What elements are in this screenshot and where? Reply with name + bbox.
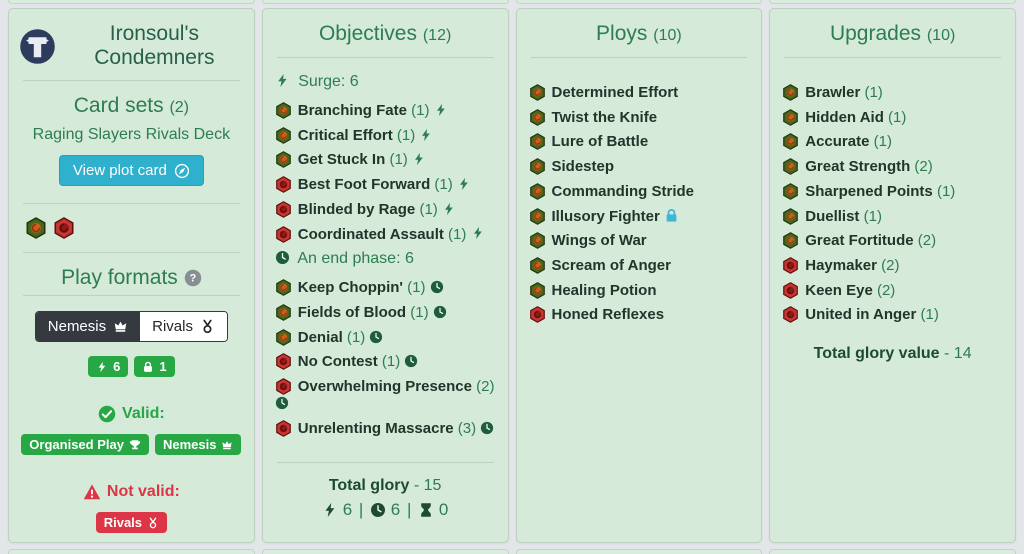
card-row[interactable] — [782, 257, 1003, 275]
card-row[interactable] — [529, 208, 750, 226]
card-name: Coordinated Assault — [297, 225, 444, 243]
card-row[interactable] — [782, 133, 1003, 151]
card-count: (1) — [415, 200, 438, 218]
total-glory — [263, 477, 508, 495]
card-name: Lure of Battle — [551, 133, 649, 151]
next-panel-row-edge — [8, 549, 1016, 554]
surge-count: 6 — [113, 359, 121, 374]
bolt-icon — [322, 502, 338, 518]
card-name: Hidden Aid — [805, 108, 884, 126]
organised-play-badge — [21, 434, 149, 455]
svg-text:?: ? — [189, 272, 196, 285]
rivals-badge-label: Rivals — [103, 515, 143, 530]
invalid-format-badges — [9, 512, 254, 533]
format-toggle — [35, 311, 228, 342]
card-name: Wings of War — [551, 232, 647, 250]
objectives-footer — [263, 462, 508, 542]
clock-icon — [430, 280, 444, 294]
hexred-icon — [782, 282, 799, 299]
card-row[interactable] — [529, 109, 750, 127]
objectives-panel — [262, 8, 509, 543]
card-row[interactable] — [782, 232, 1003, 250]
card-row[interactable] — [782, 158, 1003, 176]
card-name: No Contest — [297, 353, 378, 371]
hexgreen-icon — [782, 84, 799, 101]
card-row[interactable] — [275, 176, 496, 194]
hexgreen-icon — [529, 282, 546, 299]
card-count: (1) — [869, 133, 892, 151]
restricted-count: 1 — [159, 359, 167, 374]
objectives-count: (12) — [422, 27, 452, 44]
card-row[interactable] — [275, 127, 496, 145]
panel-edge — [769, 0, 1016, 4]
hexgreen-icon — [275, 151, 292, 168]
card-count: (1) — [932, 182, 956, 200]
card-count: (1) — [385, 151, 408, 169]
total-glory-value-number: - 14 — [944, 345, 972, 363]
card-count: (2) — [872, 281, 896, 299]
card-row[interactable] — [275, 102, 496, 120]
valid-label: Valid: — [122, 405, 165, 422]
compass-icon — [174, 163, 190, 179]
hexgreen-icon — [782, 183, 799, 200]
card-count: (1) — [406, 101, 430, 119]
card-row[interactable] — [529, 158, 750, 176]
card-name: Twist the Knife — [551, 108, 658, 126]
card-name: Brawler — [805, 83, 861, 101]
rivals-toggle-button[interactable] — [140, 312, 227, 341]
hexgreen-icon — [529, 183, 546, 200]
hexgreen-icon — [275, 279, 292, 296]
card-name: Overwhelming Presence — [297, 378, 472, 396]
card-count: (1) — [342, 328, 366, 346]
card-name: Illusory Fighter — [551, 207, 660, 225]
rivals-badge — [96, 512, 167, 533]
play-formats-label: Play formats — [61, 266, 178, 289]
card-name: Healing Potion — [551, 281, 657, 299]
hexgreen-icon — [782, 208, 799, 225]
hexred-icon — [782, 306, 799, 323]
hexred-icon — [529, 306, 546, 323]
hexred-icon — [275, 201, 292, 218]
hexgreen-icon — [275, 304, 292, 321]
hexgreen-icon — [529, 208, 546, 225]
hexred-icon — [275, 353, 292, 370]
card-count: (3) — [453, 419, 477, 437]
bolt-icon — [275, 73, 290, 88]
total-glory-value: - 15 — [413, 477, 442, 494]
deck-overview — [8, 8, 1016, 543]
card-count: (1) — [430, 176, 453, 194]
clock-icon — [275, 396, 289, 410]
card-row[interactable] — [275, 304, 496, 322]
card-name: Duellist — [805, 207, 860, 225]
card-name: Keep Choppin' — [297, 279, 403, 297]
card-count: (1) — [859, 207, 882, 225]
help-question-icon[interactable] — [184, 269, 202, 287]
card-row[interactable] — [782, 84, 1003, 102]
card-name: Best Foot Forward — [297, 176, 431, 194]
hexgreen-icon — [529, 109, 546, 126]
hexred-icon — [275, 176, 292, 193]
card-row[interactable] — [782, 282, 1003, 300]
card-name: Fields of Blood — [297, 303, 407, 321]
phase-label — [275, 250, 496, 268]
warning-triangle-icon — [83, 483, 101, 501]
card-count: (1) — [860, 83, 883, 101]
hexgreen-icon — [529, 232, 546, 249]
card-count: (2) — [876, 256, 900, 274]
card-name: Honed Reflexes — [551, 306, 665, 324]
bolt-icon — [419, 128, 433, 142]
upgrades-heading — [770, 9, 1015, 57]
card-row[interactable] — [275, 353, 496, 371]
bolt-icon — [457, 177, 471, 191]
card-row[interactable] — [275, 226, 496, 244]
card-row[interactable] — [529, 306, 750, 324]
card-count: (1) — [406, 303, 429, 321]
card-row[interactable] — [529, 282, 750, 300]
card-name: Keen Eye — [805, 281, 873, 299]
card-count: (1) — [443, 225, 467, 243]
card-count: (1) — [392, 126, 416, 144]
view-plot-card-button[interactable] — [59, 155, 204, 186]
valid-format-badges — [9, 434, 254, 455]
view-plot-card-label: View plot card — [72, 162, 167, 179]
card-row[interactable] — [529, 257, 750, 275]
card-row[interactable] — [275, 279, 496, 297]
clock-icon — [369, 330, 383, 344]
ploys-panel — [516, 8, 763, 543]
bolt-icon — [471, 226, 485, 240]
bolt-icon — [412, 152, 426, 166]
card-row[interactable] — [529, 84, 750, 102]
card-name: Commanding Stride — [551, 182, 695, 200]
card-name: Sidestep — [551, 158, 615, 176]
trophy-icon — [129, 439, 141, 451]
card-count: (1) — [916, 306, 939, 324]
total-glory-label: Total glory — [328, 477, 410, 494]
panel-edge — [262, 549, 509, 554]
card-row[interactable] — [782, 208, 1003, 226]
check-circle-icon — [98, 405, 116, 423]
panel-edge — [769, 549, 1016, 554]
card-name: Denial — [297, 328, 343, 346]
hexgreen-icon — [275, 102, 292, 119]
objectives-list — [263, 58, 508, 444]
card-row[interactable] — [529, 232, 750, 250]
bolt-icon — [96, 361, 108, 373]
nemesis-label: Nemesis — [47, 318, 107, 335]
card-row[interactable] — [275, 201, 496, 219]
valid-status — [9, 405, 254, 423]
upgrades-list — [770, 74, 1015, 331]
play-formats-heading — [9, 266, 254, 290]
not-valid-status — [9, 483, 254, 501]
card-row[interactable] — [782, 306, 1003, 324]
hourglass-icon — [418, 502, 434, 518]
hexgreen-icon — [529, 84, 546, 101]
hexred-icon — [275, 226, 292, 243]
card-count: (2) — [913, 232, 937, 250]
card-set-name: Raging Slayers Rivals Deck — [32, 126, 231, 143]
total-glory-value-line — [770, 345, 1015, 363]
glory-stats — [263, 500, 508, 520]
hexgreen-icon — [782, 158, 799, 175]
lock-icon — [664, 208, 679, 223]
card-name: United in Anger — [805, 306, 917, 324]
card-row[interactable] — [782, 183, 1003, 201]
hexgreen-icon — [529, 133, 546, 150]
hexgreen-icon — [275, 127, 292, 144]
card-name: Haymaker — [805, 256, 877, 274]
ploys-title: Ploys — [596, 22, 648, 45]
card-count: (1) — [883, 108, 907, 126]
card-sets-heading — [9, 94, 254, 118]
format-counters — [9, 356, 254, 377]
clock-icon — [433, 305, 447, 319]
upgrades-panel — [769, 8, 1016, 543]
stat-separator: | — [354, 500, 369, 519]
phase-label — [275, 73, 496, 91]
phase-label-text: An end phase: 6 — [293, 250, 414, 268]
hexgreen-icon — [782, 232, 799, 249]
stat-value: 0 — [434, 500, 449, 519]
upgrades-title: Upgrades — [829, 22, 921, 45]
bolt-icon — [434, 103, 448, 117]
nemesis-toggle-button[interactable] — [36, 312, 140, 341]
card-row[interactable] — [529, 133, 750, 151]
panel-edge — [262, 0, 509, 4]
deck-header — [9, 9, 254, 80]
panel-edge — [516, 0, 763, 4]
stat-value: 6 — [386, 500, 401, 519]
card-count: (1) — [377, 353, 401, 371]
green-set-hex-icon — [25, 217, 47, 239]
card-name: Accurate — [805, 133, 870, 151]
red-set-hex-icon — [53, 217, 75, 239]
upgrades-count: (10) — [926, 27, 956, 44]
hexgreen-icon — [782, 109, 799, 126]
lock-icon — [142, 361, 154, 373]
card-set-icons — [9, 204, 254, 252]
card-name: Great Strength — [805, 158, 911, 176]
card-name: Blinded by Rage — [297, 200, 416, 218]
medal-icon — [147, 517, 159, 529]
card-row[interactable] — [275, 329, 496, 347]
card-sets-count: (2) — [169, 99, 190, 116]
previous-panel-row-edge — [8, 0, 1016, 4]
card-name: Sharpened Points — [805, 182, 933, 200]
clock-icon — [275, 250, 290, 265]
ploys-list — [517, 74, 762, 331]
hexgreen-icon — [782, 133, 799, 150]
clock-icon — [370, 502, 386, 518]
medal-icon — [200, 319, 215, 334]
hexgreen-icon — [529, 257, 546, 274]
hexred-icon — [275, 378, 292, 395]
stat-separator: | — [402, 500, 417, 519]
hexgreen-icon — [529, 158, 546, 175]
clock-icon — [404, 354, 418, 368]
card-name: Branching Fate — [297, 101, 407, 119]
card-name: Great Fortitude — [805, 232, 914, 250]
card-row[interactable] — [782, 109, 1003, 127]
card-name: Unrelenting Massacre — [297, 419, 454, 437]
restricted-count-badge — [134, 356, 174, 377]
nemesis-badge-label: Nemesis — [162, 437, 217, 452]
surge-count-badge — [88, 356, 128, 377]
ploys-heading — [517, 9, 762, 57]
crown-icon — [221, 439, 233, 451]
card-name: Determined Effort — [551, 83, 679, 101]
card-row[interactable] — [275, 151, 496, 169]
phase-label-text: Surge: 6 — [293, 73, 359, 90]
bolt-icon — [442, 202, 456, 216]
not-valid-label: Not valid: — [106, 483, 180, 500]
card-name: Critical Effort — [297, 126, 393, 144]
card-row[interactable] — [529, 183, 750, 201]
card-count: (2) — [472, 378, 495, 396]
objectives-heading — [263, 9, 508, 57]
card-name: Scream of Anger — [551, 256, 671, 274]
card-sets-label: Card sets — [73, 94, 164, 117]
panel-edge — [8, 0, 255, 4]
hexgreen-icon — [275, 329, 292, 346]
deck-summary-panel — [8, 8, 255, 543]
nemesis-badge — [155, 434, 241, 455]
card-count: (1) — [402, 279, 426, 297]
objectives-title: Objectives — [318, 22, 417, 45]
hexred-icon — [782, 257, 799, 274]
clock-icon — [480, 421, 494, 435]
panel-edge — [8, 549, 255, 554]
crown-icon — [113, 319, 128, 334]
stat-value: 6 — [337, 500, 353, 519]
card-count: (2) — [910, 158, 933, 176]
ploys-count: (10) — [653, 27, 682, 44]
card-row[interactable] — [275, 378, 496, 413]
hexred-icon — [275, 420, 292, 437]
card-row[interactable] — [275, 420, 496, 438]
panel-edge — [516, 549, 763, 554]
deck-title: Ironsoul's Condemners — [94, 22, 215, 69]
card-name: Get Stuck In — [297, 151, 386, 169]
organised-play-label: Organised Play — [29, 437, 124, 452]
faction-icon — [19, 28, 56, 65]
rivals-label: Rivals — [152, 318, 193, 335]
total-glory-value-label: Total glory value — [813, 345, 940, 363]
